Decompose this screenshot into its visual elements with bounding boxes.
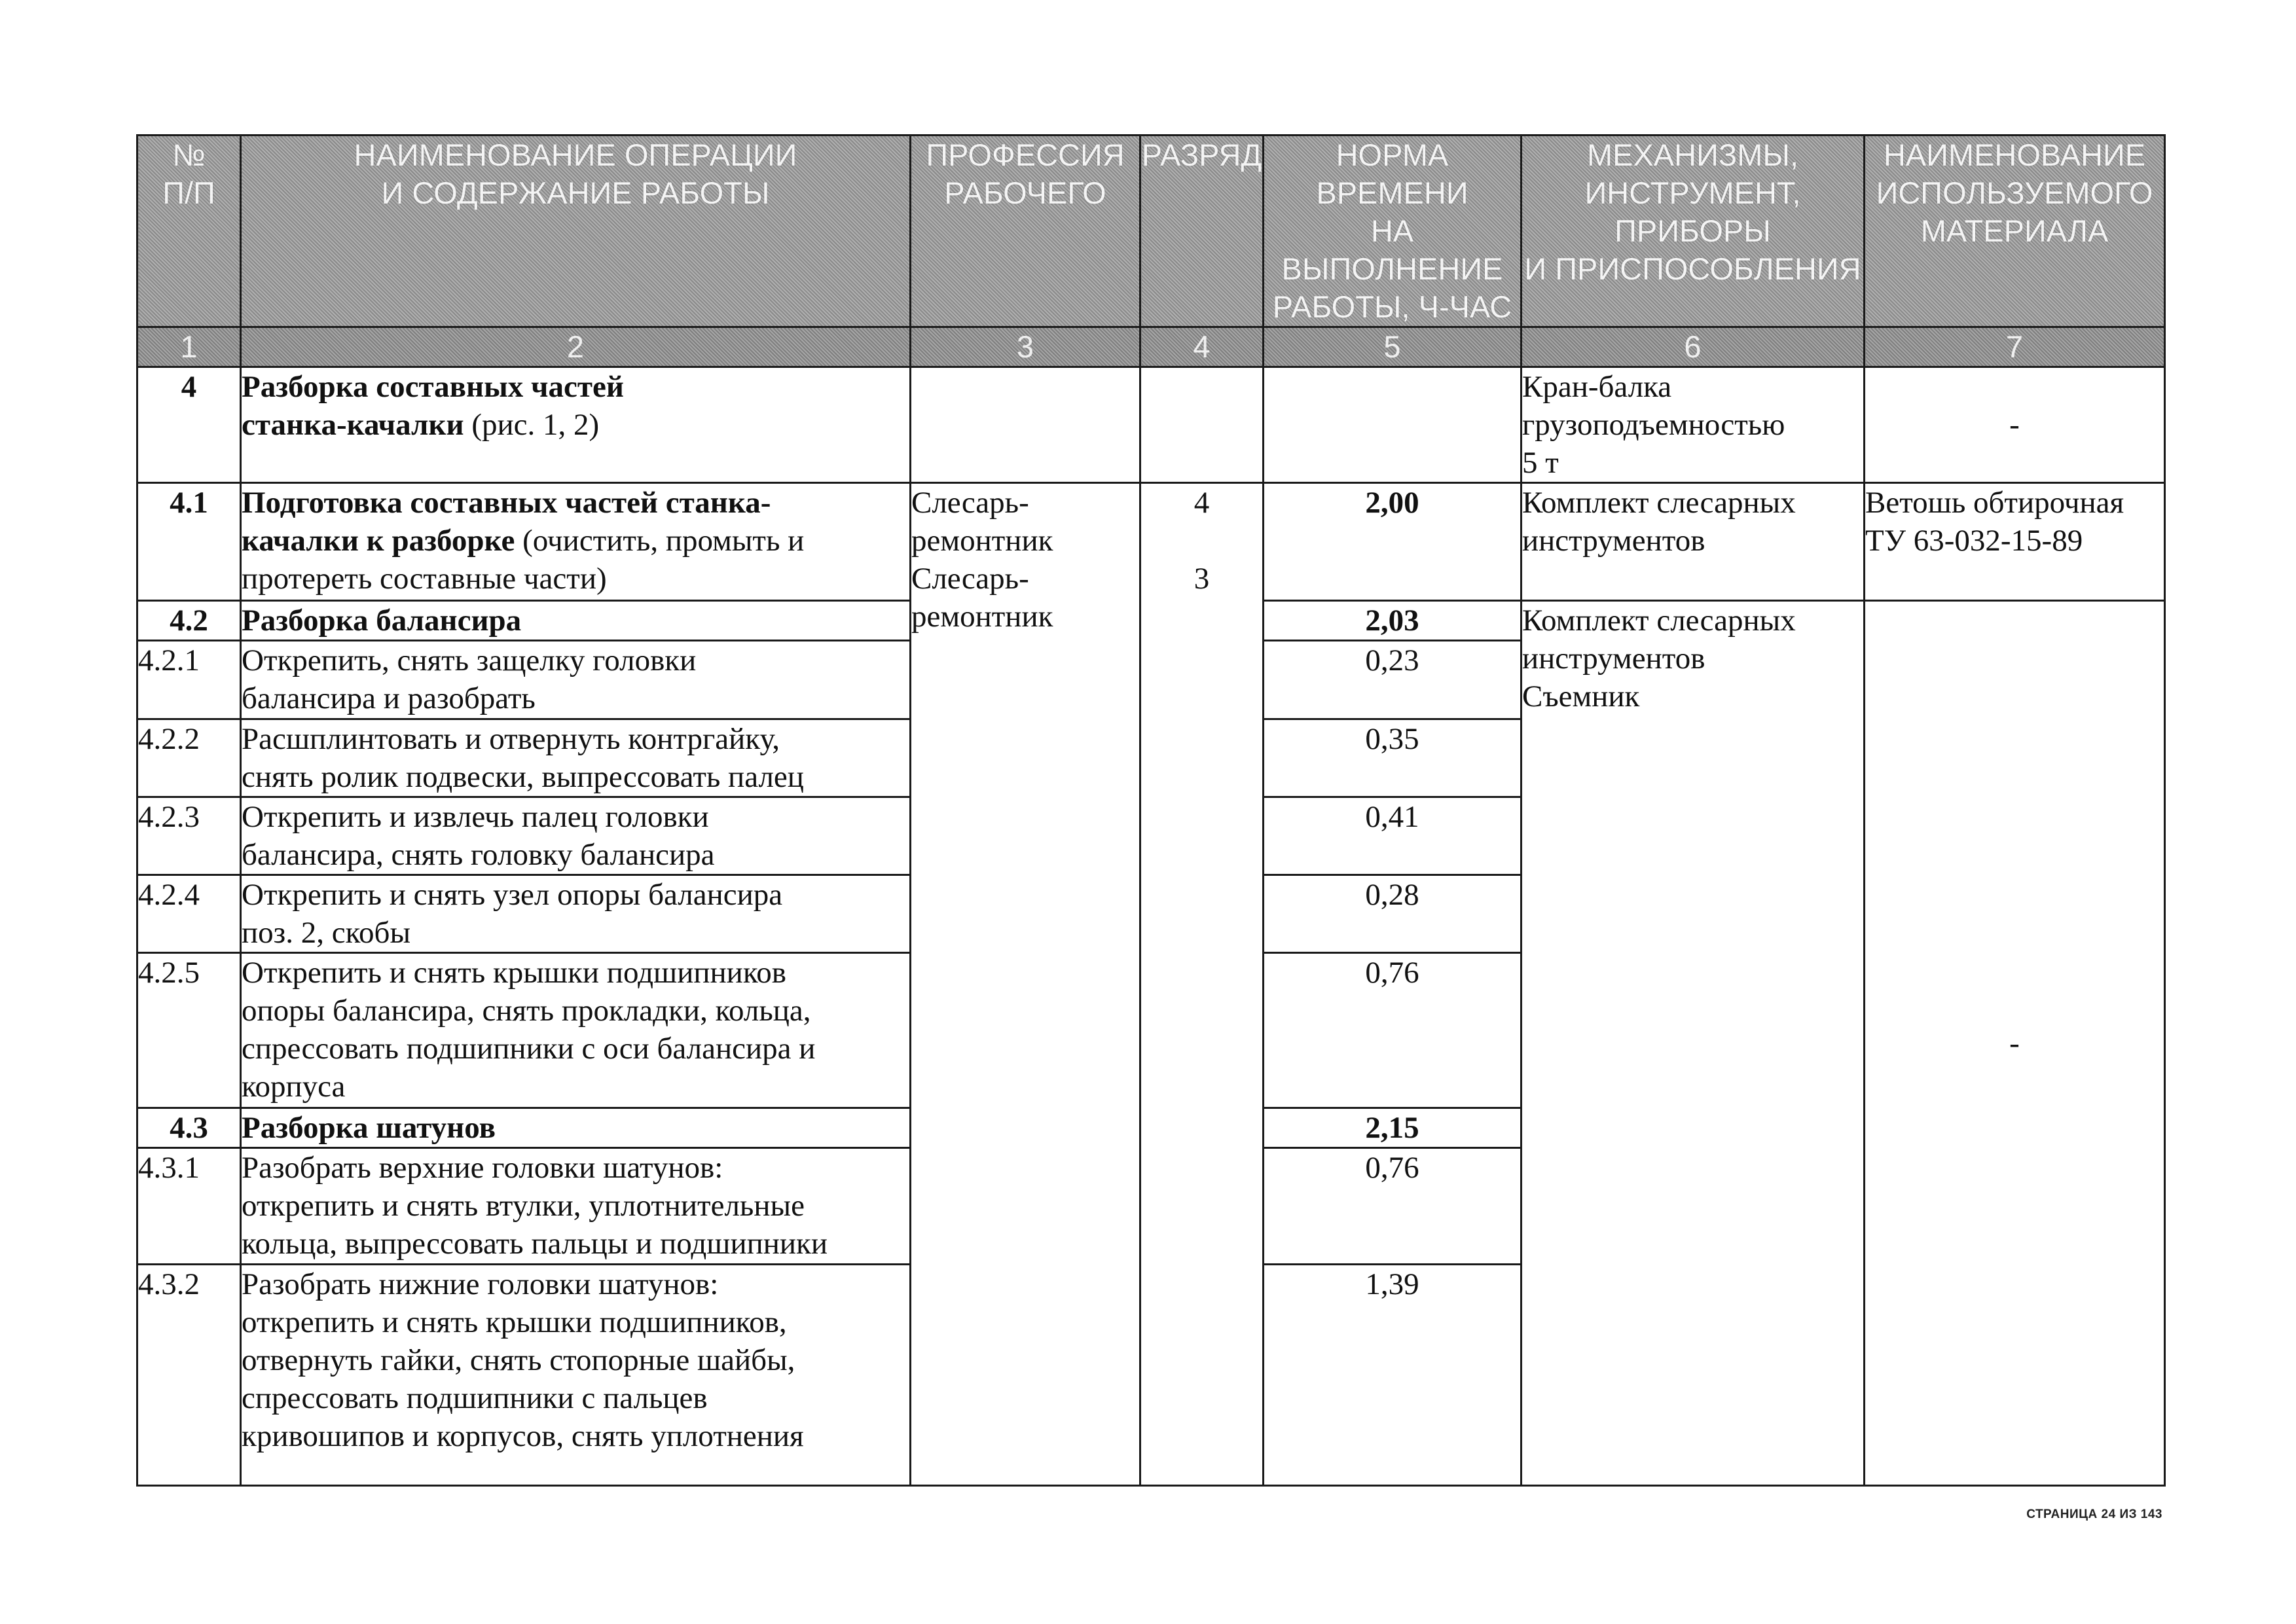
operation-text: Разобрать нижние головки шатунов: открепить и снять крышки подшипников, отвернуть гайки, снять стопорные шайбы, спрессовать подшипники с пальцев кривошипов и корпусов, снять уплотнения [241, 1265, 911, 1486]
material-cell: - [1865, 367, 2165, 483]
table-header [137, 135, 2165, 367]
header-time-norm: НОРМА ВРЕМЕНИ НА ВЫПОЛНЕНИЕ РАБОТЫ, Ч-ЧАС [1264, 135, 1522, 327]
tools-cell: Комплект слесарных инструментов [1522, 483, 1865, 601]
page-number: СТРАНИЦА 24 ИЗ 143 [2026, 1507, 2162, 1521]
operation-text: Расшплинтовать и отвернуть контргайку, снять ролик подвески, выпрессовать палец [241, 719, 911, 797]
operation-text: Разобрать верхние головки шатунов: открепить и снять втулки, уплотнительные кольца, выпрессовать пальцы и подшипники [241, 1148, 911, 1265]
profession-cell: Слесарь- ремонтник Слесарь- ремонтник [911, 483, 1140, 1486]
row-number: 4.2.5 [137, 953, 241, 1108]
row-number: 4.2.1 [137, 641, 241, 719]
operation-text: Разборка составных частей станка-качалки (рис. 1, 2) [241, 367, 911, 483]
operation-text: Открепить и снять узел опоры балансира поз. 2, скобы [241, 875, 911, 953]
norm-cell: 2,03 [1264, 601, 1522, 641]
header-tools: МЕХАНИЗМЫ, ИНСТРУМЕНТ, ПРИБОРЫ И ПРИСПОСОБЛЕНИЯ [1522, 135, 1865, 327]
header-grade: РАЗРЯД [1140, 135, 1264, 327]
norm-cell: 0,23 [1264, 641, 1522, 719]
norm-cell: 0,76 [1264, 953, 1522, 1108]
row-number: 4.3.1 [137, 1148, 241, 1265]
grade-cell [1140, 367, 1264, 483]
operation-text: Разборка балансира [241, 601, 911, 641]
material-cell: - [1865, 601, 2165, 1486]
tools-cell: Кран-балка грузоподъемностью 5 т [1522, 367, 1865, 483]
row-number: 4 [137, 367, 241, 483]
norm-cell: 0,28 [1264, 875, 1522, 953]
column-number-5: 5 [1264, 327, 1522, 367]
table-row [137, 367, 2165, 483]
norm-cell: 0,76 [1264, 1148, 1522, 1265]
column-number-4: 4 [1140, 327, 1264, 367]
column-number-7: 7 [1865, 327, 2165, 367]
norm-cell [1264, 367, 1522, 483]
row-number: 4.3 [137, 1108, 241, 1148]
norm-cell: 1,39 [1264, 1265, 1522, 1486]
operation-text: Открепить, снять защелку головки балансира и разобрать [241, 641, 911, 719]
header-material: НАИМЕНОВАНИЕ ИСПОЛЬЗУЕМОГО МАТЕРИАЛА [1865, 135, 2165, 327]
operation-text: Подготовка составных частей станка- качалки к разборке (очистить, промыть и протереть составные части) [241, 483, 911, 601]
profession-cell [911, 367, 1140, 483]
table-row [137, 483, 2165, 601]
operation-text: Открепить и извлечь палец головки балансира, снять головку балансира [241, 797, 911, 875]
material-cell: Ветошь обтирочная ТУ 63-032-15-89 [1865, 483, 2165, 601]
norm-cell: 2,15 [1264, 1108, 1522, 1148]
norm-cell: 0,41 [1264, 797, 1522, 875]
row-number: 4.1 [137, 483, 241, 601]
row-number: 4.3.2 [137, 1265, 241, 1486]
header-number: № П/П [137, 135, 241, 327]
row-number: 4.2 [137, 601, 241, 641]
row-number: 4.2.3 [137, 797, 241, 875]
grade-cell: 4 3 [1140, 483, 1264, 1486]
column-number-1: 1 [137, 327, 241, 367]
column-number-3: 3 [911, 327, 1140, 367]
column-number-6: 6 [1522, 327, 1865, 367]
norm-cell: 2,00 [1264, 483, 1522, 601]
column-number-2: 2 [241, 327, 911, 367]
operations-table [136, 134, 2166, 1487]
norm-cell: 0,35 [1264, 719, 1522, 797]
header-operation: НАИМЕНОВАНИЕ ОПЕРАЦИИ И СОДЕРЖАНИЕ РАБОТЫ [241, 135, 911, 327]
row-number: 4.2.2 [137, 719, 241, 797]
header-profession: ПРОФЕССИЯ РАБОЧЕГО [911, 135, 1140, 327]
operation-text: Открепить и снять крышки подшипников опоры балансира, снять прокладки, кольца, спрессовать подшипники с оси балансира и корпуса [241, 953, 911, 1108]
tools-cell: Комплект слесарных инструментов Съемник [1522, 601, 1865, 1486]
operation-text: Разборка шатунов [241, 1108, 911, 1148]
row-number: 4.2.4 [137, 875, 241, 953]
